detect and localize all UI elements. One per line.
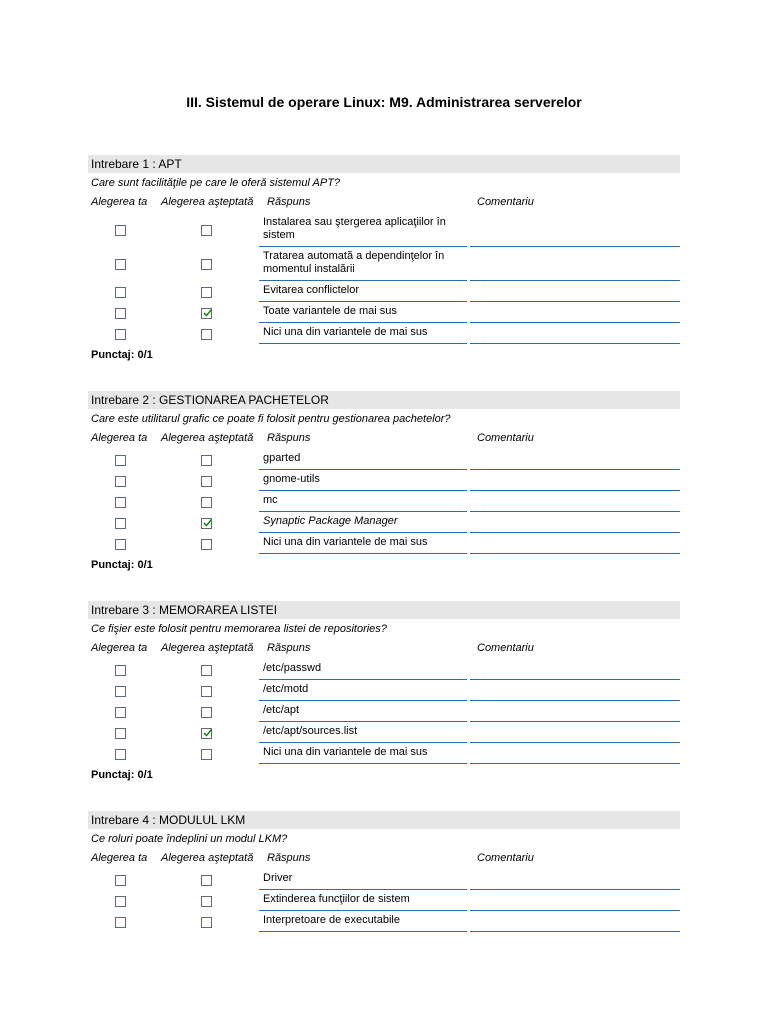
score-label: Punctaj: 0/1 <box>91 769 153 781</box>
answer-cell <box>259 491 467 512</box>
your-choice-checkbox[interactable] <box>115 917 126 928</box>
column-header-your-choice: Alegerea ta <box>91 196 148 208</box>
your-choice-checkbox[interactable] <box>115 728 126 739</box>
answer-cell <box>259 743 467 764</box>
comment-cell <box>470 659 680 680</box>
your-choice-checkbox[interactable] <box>115 476 126 487</box>
score-label: Punctaj: 0/1 <box>91 559 153 571</box>
answer-label: mc <box>263 494 278 506</box>
expected-choice-checkbox[interactable] <box>201 707 212 718</box>
column-header-your-choice: Alegerea ta <box>91 642 148 654</box>
answer-row <box>88 533 680 554</box>
checkmark-icon <box>202 307 213 318</box>
expected-choice-checkbox[interactable] <box>201 329 212 340</box>
answer-cell <box>259 470 467 491</box>
answer-label: Toate variantele de mai sus <box>263 305 397 317</box>
question-header: Intrebare 4 : MODULUL LKM <box>88 811 680 829</box>
comment-cell <box>470 323 680 344</box>
column-header-answer: Răspuns <box>267 432 311 444</box>
question-header: Intrebare 3 : MEMORAREA LISTEI <box>88 601 680 619</box>
answer-row <box>88 302 680 323</box>
expected-choice-checkbox[interactable] <box>201 665 212 676</box>
comment-cell <box>470 281 680 302</box>
page-title: III. Sistemul de operare Linux: M9. Administrarea serverelor <box>186 94 582 110</box>
comment-cell <box>470 743 680 764</box>
your-choice-checkbox[interactable] <box>115 665 126 676</box>
question-header: Intrebare 2 : GESTIONAREA PACHETELOR <box>88 391 680 409</box>
answer-cell <box>259 533 467 554</box>
your-choice-checkbox[interactable] <box>115 329 126 340</box>
answer-row <box>88 491 680 512</box>
your-choice-checkbox[interactable] <box>115 308 126 319</box>
comment-cell <box>470 491 680 512</box>
question-text: Care sunt facilităţile pe care le oferă sistemul APT? <box>91 177 341 189</box>
answer-cell <box>259 869 467 890</box>
answer-cell <box>259 659 467 680</box>
answer-row <box>88 869 680 890</box>
comment-cell <box>470 680 680 701</box>
answer-label: gparted <box>263 452 301 464</box>
question-block <box>88 391 680 574</box>
your-choice-checkbox[interactable] <box>115 455 126 466</box>
answer-row <box>88 911 680 932</box>
answer-cell <box>259 680 467 701</box>
your-choice-checkbox[interactable] <box>115 875 126 886</box>
question-text: Ce fişier este folosit pentru memorarea listei de repositories? <box>91 623 387 635</box>
expected-choice-checkbox[interactable] <box>201 749 212 760</box>
comment-cell <box>470 247 680 281</box>
answer-cell <box>259 701 467 722</box>
question-text: Ce roluri poate îndeplini un modul LKM? <box>91 833 288 845</box>
answer-label: Extinderea funcţiilor de sistem <box>263 893 410 905</box>
answer-cell <box>259 911 467 932</box>
answer-row <box>88 247 680 281</box>
expected-choice-checkbox[interactable] <box>201 896 212 907</box>
column-header-comment: Comentariu <box>477 852 534 864</box>
question-block <box>88 155 680 364</box>
comment-cell <box>470 512 680 533</box>
comment-cell <box>470 533 680 554</box>
comment-cell <box>470 722 680 743</box>
comment-cell <box>470 911 680 932</box>
answer-row <box>88 743 680 764</box>
column-header-expected-choice: Alegerea aşteptată <box>161 196 254 208</box>
answer-label: Evitarea conflictelor <box>263 284 359 296</box>
answer-row <box>88 659 680 680</box>
answer-label: Interpretoare de executabile <box>263 914 400 926</box>
answer-cell <box>259 890 467 911</box>
expected-choice-checkbox[interactable] <box>201 518 212 529</box>
your-choice-checkbox[interactable] <box>115 287 126 298</box>
column-headers <box>88 639 680 659</box>
answer-cell <box>259 213 467 247</box>
column-headers <box>88 193 680 213</box>
answer-label: Nici una din variantele de mai sus <box>263 746 428 758</box>
your-choice-checkbox[interactable] <box>115 259 126 270</box>
column-header-expected-choice: Alegerea aşteptată <box>161 642 254 654</box>
score-label: Punctaj: 0/1 <box>91 349 153 361</box>
comment-cell <box>470 890 680 911</box>
answer-cell <box>259 722 467 743</box>
answer-row <box>88 722 680 743</box>
answer-label: Synaptic Package Manager <box>263 515 398 527</box>
answer-label: /etc/passwd <box>263 662 322 674</box>
answer-row <box>88 323 680 344</box>
comment-cell <box>470 449 680 470</box>
column-header-your-choice: Alegerea ta <box>91 852 148 864</box>
answer-label: Nici una din variantele de mai sus <box>263 326 428 338</box>
answer-cell <box>259 281 467 302</box>
answer-cell <box>259 247 467 281</box>
your-choice-checkbox[interactable] <box>115 225 126 236</box>
answer-row <box>88 680 680 701</box>
expected-choice-checkbox[interactable] <box>201 225 212 236</box>
your-choice-checkbox[interactable] <box>115 518 126 529</box>
your-choice-checkbox[interactable] <box>115 896 126 907</box>
answer-row <box>88 281 680 302</box>
expected-choice-checkbox[interactable] <box>201 259 212 270</box>
column-header-comment: Comentariu <box>477 642 534 654</box>
column-headers <box>88 849 680 869</box>
answer-row <box>88 449 680 470</box>
answer-cell <box>259 512 467 533</box>
your-choice-checkbox[interactable] <box>115 707 126 718</box>
expected-choice-checkbox[interactable] <box>201 287 212 298</box>
answer-row <box>88 890 680 911</box>
answer-row <box>88 512 680 533</box>
expected-choice-checkbox[interactable] <box>201 728 212 739</box>
your-choice-checkbox[interactable] <box>115 749 126 760</box>
expected-choice-checkbox[interactable] <box>201 539 212 550</box>
answer-cell <box>259 302 467 323</box>
comment-cell <box>470 701 680 722</box>
answer-cell <box>259 449 467 470</box>
comment-cell <box>470 213 680 247</box>
checkmark-icon <box>202 727 213 738</box>
answer-label: /etc/motd <box>263 683 309 695</box>
comment-cell <box>470 470 680 491</box>
column-header-expected-choice: Alegerea aşteptată <box>161 432 254 444</box>
question-header: Intrebare 1 : APT <box>88 155 680 173</box>
column-header-answer: Răspuns <box>267 196 311 208</box>
checkmark-icon <box>202 517 213 528</box>
answer-label: Driver <box>263 872 293 884</box>
expected-choice-checkbox[interactable] <box>201 497 212 508</box>
your-choice-checkbox[interactable] <box>115 686 126 697</box>
column-header-expected-choice: Alegerea aşteptată <box>161 852 254 864</box>
answer-cell <box>259 323 467 344</box>
answer-row <box>88 701 680 722</box>
answer-row <box>88 470 680 491</box>
answer-label: /etc/apt/sources.list <box>263 725 358 737</box>
answer-label: Instalarea sau ştergerea aplicaţiilor în sistem <box>263 216 446 241</box>
answer-label: Tratarea automată a dependinţelor în momentul instalării <box>263 250 445 275</box>
comment-cell <box>470 302 680 323</box>
expected-choice-checkbox[interactable] <box>201 875 212 886</box>
question-block <box>88 601 680 784</box>
comment-cell <box>470 869 680 890</box>
question-block <box>88 811 680 932</box>
question-text: Care este utilitarul grafic ce poate fi folosit pentru gestionarea pachetelor? <box>91 413 451 425</box>
column-headers <box>88 429 680 449</box>
answer-label: gnome-utils <box>263 473 320 485</box>
answer-row <box>88 213 680 247</box>
your-choice-checkbox[interactable] <box>115 497 126 508</box>
your-choice-checkbox[interactable] <box>115 539 126 550</box>
column-header-answer: Răspuns <box>267 642 311 654</box>
expected-choice-checkbox[interactable] <box>201 476 212 487</box>
column-header-comment: Comentariu <box>477 196 534 208</box>
column-header-comment: Comentariu <box>477 432 534 444</box>
expected-choice-checkbox[interactable] <box>201 308 212 319</box>
expected-choice-checkbox[interactable] <box>201 455 212 466</box>
expected-choice-checkbox[interactable] <box>201 686 212 697</box>
answer-label: /etc/apt <box>263 704 300 716</box>
column-header-answer: Răspuns <box>267 852 311 864</box>
answer-label: Nici una din variantele de mai sus <box>263 536 428 548</box>
column-header-your-choice: Alegerea ta <box>91 432 148 444</box>
expected-choice-checkbox[interactable] <box>201 917 212 928</box>
